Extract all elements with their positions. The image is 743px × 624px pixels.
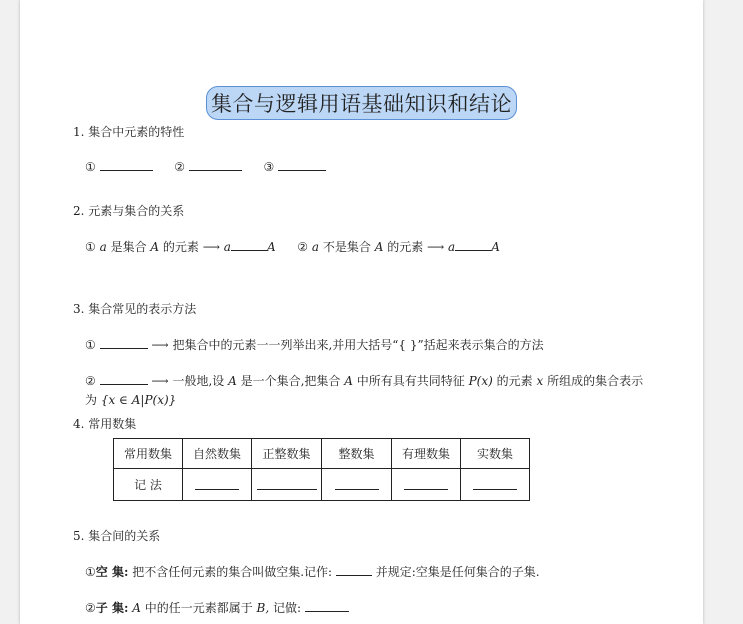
answer-blank[interactable]: [195, 477, 239, 490]
table-cell: [183, 469, 252, 501]
table-header-cell: 常用数集: [114, 439, 183, 469]
answer-blank[interactable]: [335, 477, 379, 490]
text: 的元素 ⟶: [387, 240, 445, 254]
text: 是集合: [110, 240, 147, 254]
section-5-item-2: [85, 599, 349, 616]
math-var: B,: [256, 601, 270, 615]
math-var: a: [311, 240, 320, 254]
math-var: A: [150, 240, 160, 254]
section-3-heading: 3. 集合常见的表示方法: [73, 302, 197, 316]
answer-blank[interactable]: [231, 240, 267, 251]
table-header-cell: 自然数集: [183, 439, 252, 469]
section-3-item-2-cont: [85, 391, 176, 408]
answer-blank[interactable]: [189, 160, 242, 171]
text: ⟶ 一般地,设: [151, 374, 225, 388]
item-mark: ①: [85, 240, 96, 254]
text: 的元素 ⟶: [162, 240, 220, 254]
text: 所组成的集合表示: [547, 374, 644, 388]
item-mark: ②: [85, 601, 96, 615]
table-header-cell: 整数集: [322, 439, 392, 469]
item-mark: ②: [174, 160, 186, 174]
text: 为: [85, 393, 98, 407]
row-label: 记 法: [114, 469, 183, 501]
math-var: A: [266, 240, 276, 254]
answer-blank[interactable]: [100, 374, 148, 385]
section-2-items: [85, 238, 500, 255]
section-1-items: [85, 160, 326, 174]
section-3-item-2: [85, 372, 643, 389]
math-var: A: [374, 240, 384, 254]
page-title: 集合与逻辑用语基础知识和结论: [206, 86, 517, 120]
math-expr: P(x): [468, 374, 493, 388]
math-var: A: [132, 601, 141, 615]
page-title-wrap: [20, 86, 703, 120]
table-cell: [252, 469, 322, 501]
math-var: a: [99, 240, 107, 254]
table-row: [114, 469, 530, 501]
term-label: 空 集:: [95, 565, 129, 579]
item-mark: ③: [263, 160, 275, 174]
table-cell: [392, 469, 461, 501]
section-5-heading: 5. 集合间的关系: [73, 529, 161, 543]
math-var: x: [536, 374, 544, 388]
table-cell: [461, 469, 530, 501]
text: 中所有具有共同特征: [356, 374, 465, 388]
answer-blank[interactable]: [257, 477, 317, 490]
item-mark: ②: [297, 240, 309, 254]
answer-blank[interactable]: [100, 160, 153, 171]
math-var: A: [491, 240, 500, 254]
answer-blank[interactable]: [305, 601, 349, 612]
answer-blank[interactable]: [278, 160, 326, 171]
text: ⟶ 把集合中的元素一一列举出来,并用大括号“{ }”括起来表示集合的方法: [151, 338, 544, 352]
section-4-heading: 4. 常用数集: [73, 417, 137, 431]
answer-blank[interactable]: [100, 338, 148, 349]
text: 把不含任何元素的集合叫做空集.记作:: [132, 565, 333, 579]
text: 并规定:空集是任何集合的子集.: [375, 565, 540, 579]
answer-blank[interactable]: [455, 240, 491, 251]
table-header-cell: 正整数集: [252, 439, 322, 469]
text: 中的任一元素都属于: [144, 601, 253, 615]
table-header-row: [114, 439, 530, 469]
math-var: a: [448, 240, 456, 254]
item-mark: ①: [85, 338, 96, 352]
table-header-cell: 有理数集: [392, 439, 461, 469]
text: 不是集合: [322, 240, 371, 254]
item-mark: ①: [85, 160, 96, 174]
item-mark: ②: [85, 374, 96, 388]
table-cell: [322, 469, 392, 501]
answer-blank[interactable]: [473, 477, 517, 490]
section-3-item-1: [85, 336, 544, 353]
text: 记做:: [273, 601, 302, 615]
term-label: 子 集:: [95, 601, 129, 615]
section-2-heading: 2. 元素与集合的关系: [73, 204, 185, 218]
table-header-cell: 实数集: [461, 439, 530, 469]
answer-blank[interactable]: [404, 477, 448, 490]
answer-blank[interactable]: [336, 565, 372, 576]
item-mark: ①: [85, 565, 96, 579]
text: 的元素: [496, 374, 533, 388]
math-var: A: [344, 374, 353, 388]
number-sets-table: [113, 438, 530, 501]
math-var: a: [223, 240, 231, 254]
section-5-item-1: [85, 563, 540, 580]
document-page: [20, 0, 703, 624]
math-var: A: [228, 374, 237, 388]
math-expr: {x ∈ A|P(x)}: [100, 393, 177, 407]
text: 是一个集合,把集合: [240, 374, 341, 388]
section-1-heading: 1. 集合中元素的特性: [73, 125, 185, 139]
